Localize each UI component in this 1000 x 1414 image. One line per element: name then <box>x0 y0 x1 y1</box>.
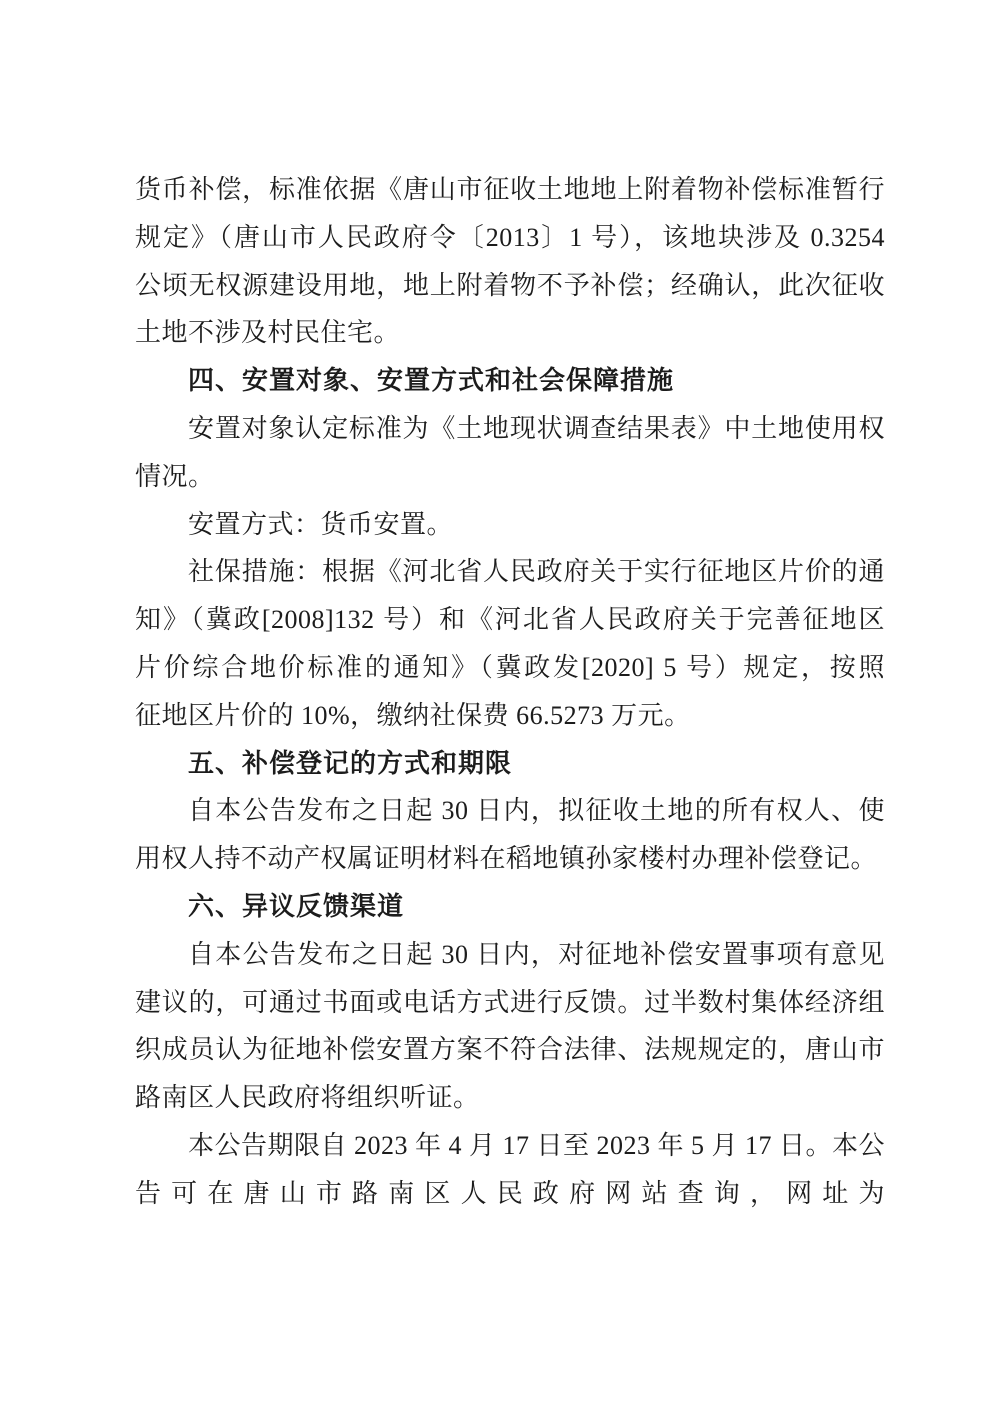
text-line: 情况。 <box>135 461 215 491</box>
text-line: 征地区片价的 10%，缴纳社保费 66.5273 万元。 <box>135 700 691 730</box>
section-heading: 五、补偿登记的方式和期限 <box>188 747 513 778</box>
text-line: 用权人持不动产权属证明材料在稻地镇孙家楼村办理补偿登记。 <box>135 844 878 874</box>
text-line: 自本公告发布之日起 30 日内，对征地补偿安置事项有意见 <box>188 939 885 969</box>
text-line: 知》（冀政[2008]132 号）和《河北省人民政府关于完善征地区 <box>135 605 885 635</box>
text-line: 社保措施：根据《河北省人民政府关于实行征地区片价的通 <box>188 557 885 587</box>
text-line: 建议的，可通过书面或电话方式进行反馈。过半数村集体经济组 <box>135 987 885 1017</box>
text-line: 货币补偿，标准依据《唐山市征收土地地上附着物补偿标准暂行 <box>135 175 885 204</box>
section-heading: 六、异议反馈渠道 <box>188 890 405 921</box>
text-line: 土地不涉及村民住宅。 <box>135 318 401 348</box>
text-line: 本公告期限自 2023 年 4 月 17 日至 2023 年 5 月 17 日。本公 <box>188 1130 886 1160</box>
section-heading: 四、安置对象、安置方式和社会保障措施 <box>188 365 675 396</box>
text-line: 织成员认为征地补偿安置方案不符合法律、法规规定的，唐山市 <box>135 1035 885 1065</box>
text-line: 告可在唐山市路南区人民政府网站查询，网址为 <box>135 1178 885 1208</box>
text-line: 自本公告发布之日起 30 日内，拟征收土地的所有权人、使 <box>188 796 885 826</box>
text-line: 路南区人民政府将组织听证。 <box>135 1083 480 1113</box>
text-line: 安置对象认定标准为《土地现状调查结果表》中土地使用权 <box>188 413 885 443</box>
text-line: 安置方式：货币安置。 <box>188 509 454 539</box>
text-line: 公顷无权源建设用地，地上附着物不予补偿；经确认，此次征收 <box>135 270 885 300</box>
text-line: 规定》（唐山市人民政府令〔2013〕1 号），该地块涉及 0.3254 <box>135 222 885 252</box>
text-line: 片价综合地价标准的通知》（冀政发[2020] 5 号）规定，按照 <box>135 652 885 682</box>
text-content <box>135 166 885 1218</box>
